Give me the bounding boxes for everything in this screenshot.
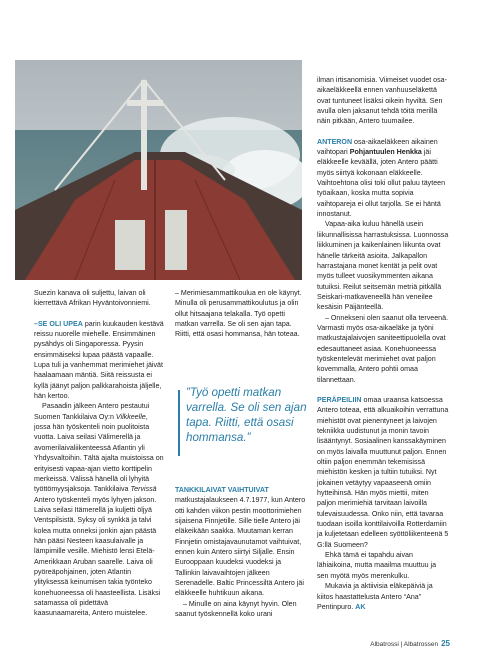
text: Suezin kanava oli suljettu, laivan oli kierrettävä Afrikan Hyväntoivonniemi. xyxy=(34,289,151,308)
section-lead: –SE OLI UPEA xyxy=(34,319,83,328)
section-lead: PERÄPEILIIN xyxy=(317,395,362,404)
column-2 xyxy=(175,288,307,340)
section-lead: TANKKILAIVAT VAIHTUIVAT xyxy=(175,486,269,494)
paragraph xyxy=(317,75,449,127)
ship-bow-image xyxy=(15,60,302,280)
paragraph xyxy=(175,288,307,340)
text: Mukavia ja aktiivisia eläkepäiviä ja kiitos haastattelusta Antero “Ana” Pentinpuro. xyxy=(317,582,433,611)
paragraph xyxy=(317,313,449,385)
paragraph xyxy=(317,550,449,581)
paragraph xyxy=(34,288,166,309)
publication-name: Albatrossi | Albatrossen xyxy=(370,641,439,648)
end-mark: AK xyxy=(355,602,366,611)
text: Ehkä tämä ei tapahdu aivan lähiaikoina, mutta maailma muuttuu ja sen myötä myös merenkulku. xyxy=(317,551,437,580)
column-3 xyxy=(317,75,449,612)
text: , jossa hän työskenteli noin puolitoista vuotta. Laiva seilasi Välimerellä ja avomerilaivaliikenteessä Atlantin yli Yhdysvaltoihin. Tältä ajalta muistoissa on erityisesti vapaa-ajan vietto korttipelin merkeissä. Välissä hänellä oli lyhyitä työttömyysjaksoja. Tankkilaiva xyxy=(34,412,164,494)
text: ilman irtisanomisia. Viimeiset vuodet osa-aikaeläkkeellä ennen vanhuuseläkettä ovat tuntuneet lisäksi oikein hyviltä. Sen avulla olen jaksanut tehdä töitä merillä näin pitkään, Antero tuumailee. xyxy=(317,76,447,126)
paragraph xyxy=(175,599,307,620)
text: parin kuukauden kestävä reissu nuorelle miehelle. Ensimmäinen pysähdys oli Singaporessa. Pyysin ensimmäiseksi lupaa päästä vapaalle. Lupa tuli ja vanhemmat merimiehet jäivät haalaamaan mäntiä. Siitä reissusta ei kyllä jäänyt paljon palkkarahoista jäljelle, hän kertoo. xyxy=(34,319,164,401)
text: Pasaadin jälkeen Antero pestautui Suomen Tankkilaiva Oy:n xyxy=(34,402,150,421)
page-number: 25 xyxy=(441,639,450,648)
pull-quote-rule xyxy=(178,390,180,456)
paragraph xyxy=(317,581,449,612)
text: matkustajalaukseen 4.7.1977, kun Antero otti kahden viikon pestin moottorimiehen sijaisena Finnjetille. Sille tielle Antero jäi eläkeikään saakka. Muutaman kerran Finnjetin omistajavaunutamot vaihtuivat, ennen kuin Antero siirtyi Siljalle. Ensin Eurooppaan kuudeksi vuodeksi ja Tallinkin laivavaihtojen jälkeen Serenadelle. Baltic Princessiltä Antero jäi eläkkeelle huhtikuun aikana. xyxy=(175,496,306,598)
text: Antero työskenteli myös lyhyen jakson. Laiva seilasi Itämerellä ja kuljetti öljyä Ventspilsistä. Syksy oli synkkä ja talvi kolea mutta onneksi jonkin ajan päästä hän pääsi Nesteen kaasulaivalle ja lämpimille vesille. Miehistö lensi Etelä-Amerikkaan Aruban saarelle. Laiva oli pyöreäpohjainen, joten Atlantin ylityksessä keinumisen takia työnteko konehuoneessa oli haasteellista. Lisäksi satamassa oli pidettävä kaasunaamareita, Antero muistelee. xyxy=(34,495,161,618)
column-1 xyxy=(34,288,166,619)
text: omaa uraansa katsoessa Antero toteaa, että alkuaikoihin verrattuna miehistöt ovat pienentyneet ja laivojen tekniikka uudistunut ja monin tavoin lisääntynyt. Sosiaalinen kanssakäyminen on myös laivalla muuttunut paljon. Ennen oltiin paljon enemmän tekemisissä miehistön kesken ja tultiin tutuiksi. Nyt jokainen vetäytyy vapaaseenä omiin hytteihinsä. Hän myös miettii, miten paljon merimiehiä tarvitaan laivoilla tulevaisuudessa. Onko niin, että tavaraa tuodaan isoilla konttilaivoilla Rotterdamiin ja kuljetetaan edelleen syöttöliikenteenä 5 G:llä Suomeen? xyxy=(317,395,449,549)
paragraph xyxy=(175,485,307,599)
paragraph xyxy=(34,319,166,402)
section-lead: ANTERON xyxy=(317,137,353,146)
ship-name: Tervissä xyxy=(130,485,157,494)
text: Vapaa-aika kuluu hänellä usein liikunnallisissa harrastuksissa. Luonnossa liikkuminen ja kaikenlainen liikunta ovat hänelle tärkeitä asioita. Jalkapallon harrastajana monet kentät ja pelit ovat myös tulleet vuosikymmenten aikana tutuiksi. Reilut seitsemän metriä pitkällä Seiskari-matkaveneellä hän veneilee kesäisin Päijänteellä. xyxy=(317,220,449,312)
text: – Minulle on aina käynyt hyvin. Olen saanut työskennellä koko urani xyxy=(175,599,297,619)
page-footer xyxy=(370,639,450,648)
paragraph xyxy=(317,137,449,220)
text: jäi eläkkeelle keväällä, joten Antero päätti myös siirtyä kokonaan eläkkeelle. Vaihtoehtona olisi toki ollut paluu täyteen työaikaan, koska mutta sopivia vaihtopareja ei ollut tarjolla. Se ei häntä innostanut. xyxy=(317,148,446,219)
person-name: Pohjantuulen Henkka xyxy=(349,148,422,157)
pull-quote: ”Työ opetti matkan varrella. Se oli sen ajan tapa. Riitti, että osasi hommansa.” xyxy=(186,386,307,444)
text: osa-aikaeläkkeen aikainen vaihtopari xyxy=(317,137,438,157)
text: – Onnekseni olen saanut olla terveenä. Varmasti myös osa-aikaeläke ja työni matkustajalaivojen saniteettipuolella ovat edesauttaneet asiaa. Konehuoneessa työskentelevät merimiehet ovat paljon kovemmalla, Antero pohtii omaa tilannettaan. xyxy=(317,313,449,384)
paragraph xyxy=(34,401,166,618)
column-2-continued xyxy=(175,485,307,619)
paragraph xyxy=(317,395,449,550)
ship-photo xyxy=(15,60,302,280)
ship-name: Vilkkeelle xyxy=(115,412,146,421)
paragraph xyxy=(317,219,449,312)
text: – Merimiesammattikoulua en ole käynyt. Minulla oli perusammattikoulutus ja olin ollut hitsaajana telakalla. Työ opetti matkan varrella. Se oli sen ajan tapa. Riitti, että osasi hommansa, hän toteaa. xyxy=(175,289,302,339)
